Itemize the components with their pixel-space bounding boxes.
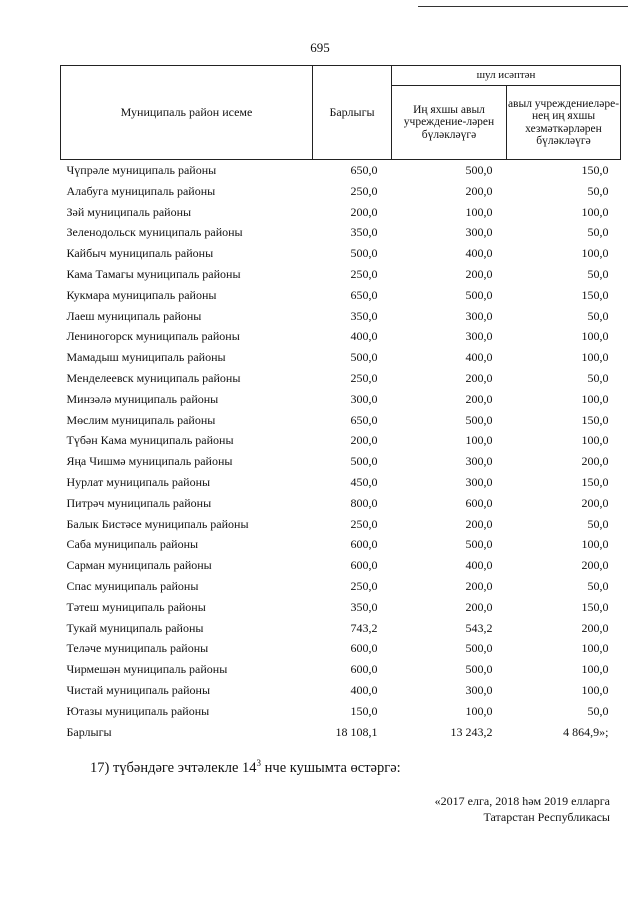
district-name-cell: Саба муниципаль районы [66,537,199,552]
best-workers-cell: 100,0 [581,641,609,656]
district-name-cell: Теләче муниципаль районы [66,641,209,656]
table-row [61,493,621,514]
district-name-cell: Алабуга муниципаль районы [66,183,216,198]
addition-prefix: 17) түбәндәге эчтәлекле 14 [90,759,257,776]
best-workers-cell: 100,0 [581,204,609,219]
best-workers-cell: 100,0 [581,246,609,261]
best-institutions-cell: 400,0 [465,558,493,573]
total-cell: 400,0 [350,682,378,697]
table-row [61,222,621,243]
table-row [61,701,621,722]
total-cell: 800,0 [350,495,378,510]
table-row [61,285,621,306]
table-row [61,555,621,576]
district-name-cell: Тәтеш муниципаль районы [66,599,206,614]
header-including: шул исәптән [392,66,621,86]
best-workers-cell: 50,0 [587,703,609,718]
appendix-heading [435,793,610,825]
best-institutions-cell: 13 243,2 [450,724,493,739]
best-institutions-cell: 100,0 [465,703,493,718]
best-workers-cell: 50,0 [587,516,609,531]
best-institutions-cell: 300,0 [465,225,493,240]
district-name-cell: Балык Бистәсе муниципаль районы [66,516,249,531]
best-workers-cell: 50,0 [587,225,609,240]
best-workers-cell: 50,0 [587,578,609,593]
header-best-workers: авыл учреждениеләре-нең иң яхшы хезмәткәрләрен бүләкләүгә [507,86,621,160]
best-institutions-cell: 200,0 [465,183,493,198]
district-name-cell: Спас муниципаль районы [66,578,199,593]
best-workers-cell: 150,0 [581,287,609,302]
district-name-cell: Барлыгы [66,724,112,739]
addition-suffix: нче кушымта өстәргә: [261,759,401,776]
total-cell: 250,0 [350,578,378,593]
table-row [61,618,621,639]
best-institutions-cell: 500,0 [465,163,493,177]
best-workers-cell: 50,0 [587,266,609,281]
corner-rule [418,6,628,7]
total-cell: 500,0 [350,350,378,365]
table-row [61,243,621,264]
total-cell: 650,0 [350,163,378,177]
table-total-row [61,722,621,743]
district-name-cell: Яңа Чишмә муниципаль районы [66,454,233,469]
header-best-institutions: Иң яхшы авыл учреждение-ләрен бүләкләүгә [392,86,507,160]
table-row [61,368,621,389]
table-body [61,160,621,743]
best-workers-cell: 100,0 [581,329,609,344]
best-institutions-cell: 200,0 [465,578,493,593]
total-cell: 200,0 [350,204,378,219]
addition-instruction [90,758,401,777]
total-cell: 250,0 [350,516,378,531]
best-workers-cell: 100,0 [581,350,609,365]
best-workers-cell: 50,0 [587,183,609,198]
total-cell: 450,0 [350,474,378,489]
total-cell: 400,0 [350,329,378,344]
table-row [61,451,621,472]
best-workers-cell: 100,0 [581,682,609,697]
table-row [61,306,621,327]
district-name-cell: Нурлат муниципаль районы [66,474,211,489]
best-institutions-cell: 500,0 [465,412,493,427]
best-institutions-cell: 500,0 [465,537,493,552]
best-institutions-cell: 400,0 [465,350,493,365]
best-institutions-cell: 300,0 [465,308,493,323]
district-name-cell: Минзәлә муниципаль районы [66,391,219,406]
header-total: Барлыгы [313,66,392,160]
page-number: 695 [310,40,330,55]
total-cell: 250,0 [350,370,378,385]
total-cell: 150,0 [350,703,378,718]
best-institutions-cell: 300,0 [465,474,493,489]
best-workers-cell: 100,0 [581,537,609,552]
district-name-cell: Ютазы муниципаль районы [66,703,210,718]
best-workers-cell: 200,0 [581,495,609,510]
total-cell: 650,0 [350,412,378,427]
district-name-cell: Сарман муниципаль районы [66,558,212,573]
table-row [61,389,621,410]
district-name-cell: Кайбыч муниципаль районы [66,246,214,261]
district-name-cell: Лениногорск муниципаль районы [66,329,240,344]
best-workers-cell: 50,0 [587,308,609,323]
total-cell: 600,0 [350,537,378,552]
appendix-heading-line-1: «2017 елга, 2018 һәм 2019 елларга [434,794,610,808]
total-cell: 650,0 [350,287,378,302]
table-row [61,638,621,659]
best-institutions-cell: 300,0 [465,682,493,697]
appendix-heading-line-2: Татарстан Республикасы [483,810,610,824]
header-district-name: Муниципаль район исеме [61,66,313,160]
total-cell: 350,0 [350,308,378,323]
best-workers-cell: 150,0 [581,412,609,427]
best-workers-cell: 4 864,9»; [563,724,609,739]
district-name-cell: Кукмара муниципаль районы [66,287,217,302]
best-institutions-cell: 200,0 [465,370,493,385]
allocation-table [60,65,621,742]
best-institutions-cell: 400,0 [465,246,493,261]
table-row [61,202,621,223]
best-workers-cell: 200,0 [581,454,609,469]
district-name-cell: Мамадыш муниципаль районы [66,350,226,365]
district-name-cell: Түбән Кама муниципаль районы [66,433,234,448]
best-institutions-cell: 100,0 [465,433,493,448]
total-cell: 350,0 [350,599,378,614]
best-institutions-cell: 200,0 [465,516,493,531]
best-institutions-cell: 500,0 [465,662,493,677]
best-institutions-cell: 300,0 [465,329,493,344]
best-institutions-cell: 100,0 [465,204,493,219]
district-name-cell: Зәй муниципаль районы [66,204,192,219]
district-name-cell: Питрәч муниципаль районы [66,495,212,510]
total-cell: 600,0 [350,558,378,573]
total-cell: 743,2 [350,620,378,635]
table-row [61,514,621,535]
allocation-table-container [60,65,620,742]
total-cell: 500,0 [350,454,378,469]
table-row [61,680,621,701]
table-row [61,659,621,680]
total-cell: 350,0 [350,225,378,240]
best-institutions-cell: 500,0 [465,641,493,656]
best-workers-cell: 150,0 [581,163,609,177]
best-workers-cell: 150,0 [581,599,609,614]
district-name-cell: Чирмешән муниципаль районы [66,662,228,677]
table-row [61,430,621,451]
district-name-cell: Менделеевск муниципаль районы [66,370,241,385]
table-row [61,160,621,181]
table-row [61,326,621,347]
table-row [61,534,621,555]
district-name-cell: Мөслим муниципаль районы [66,412,216,427]
table-row [61,472,621,493]
best-workers-cell: 200,0 [581,620,609,635]
best-workers-cell: 50,0 [587,370,609,385]
table-row [61,264,621,285]
district-name-cell: Зеленодольск муниципаль районы [66,225,243,240]
table-row [61,576,621,597]
best-institutions-cell: 300,0 [465,454,493,469]
best-institutions-cell: 600,0 [465,495,493,510]
table-header [61,66,621,160]
total-cell: 600,0 [350,641,378,656]
district-name-cell: Тукай муниципаль районы [66,620,204,635]
best-workers-cell: 100,0 [581,433,609,448]
table-row [61,347,621,368]
best-workers-cell: 150,0 [581,474,609,489]
best-workers-cell: 100,0 [581,662,609,677]
best-workers-cell: 200,0 [581,558,609,573]
total-cell: 250,0 [350,183,378,198]
best-institutions-cell: 200,0 [465,599,493,614]
total-cell: 500,0 [350,246,378,261]
best-institutions-cell: 500,0 [465,287,493,302]
addition-superscript: 3 [256,758,262,768]
district-name-cell: Лаеш муниципаль районы [66,308,202,323]
district-name-cell: Чистай муниципаль районы [66,682,211,697]
total-cell: 300,0 [350,391,378,406]
best-institutions-cell: 543,2 [465,620,493,635]
total-cell: 18 108,1 [335,724,378,739]
table-row [61,181,621,202]
table-row [61,597,621,618]
best-institutions-cell: 200,0 [465,391,493,406]
best-workers-cell: 100,0 [581,391,609,406]
district-name-cell: Чүпрәле муниципаль районы [66,163,217,177]
best-institutions-cell: 200,0 [465,266,493,281]
total-cell: 200,0 [350,433,378,448]
table-row [61,410,621,431]
total-cell: 250,0 [350,266,378,281]
total-cell: 600,0 [350,662,378,677]
district-name-cell: Кама Тамагы муниципаль районы [66,266,241,281]
